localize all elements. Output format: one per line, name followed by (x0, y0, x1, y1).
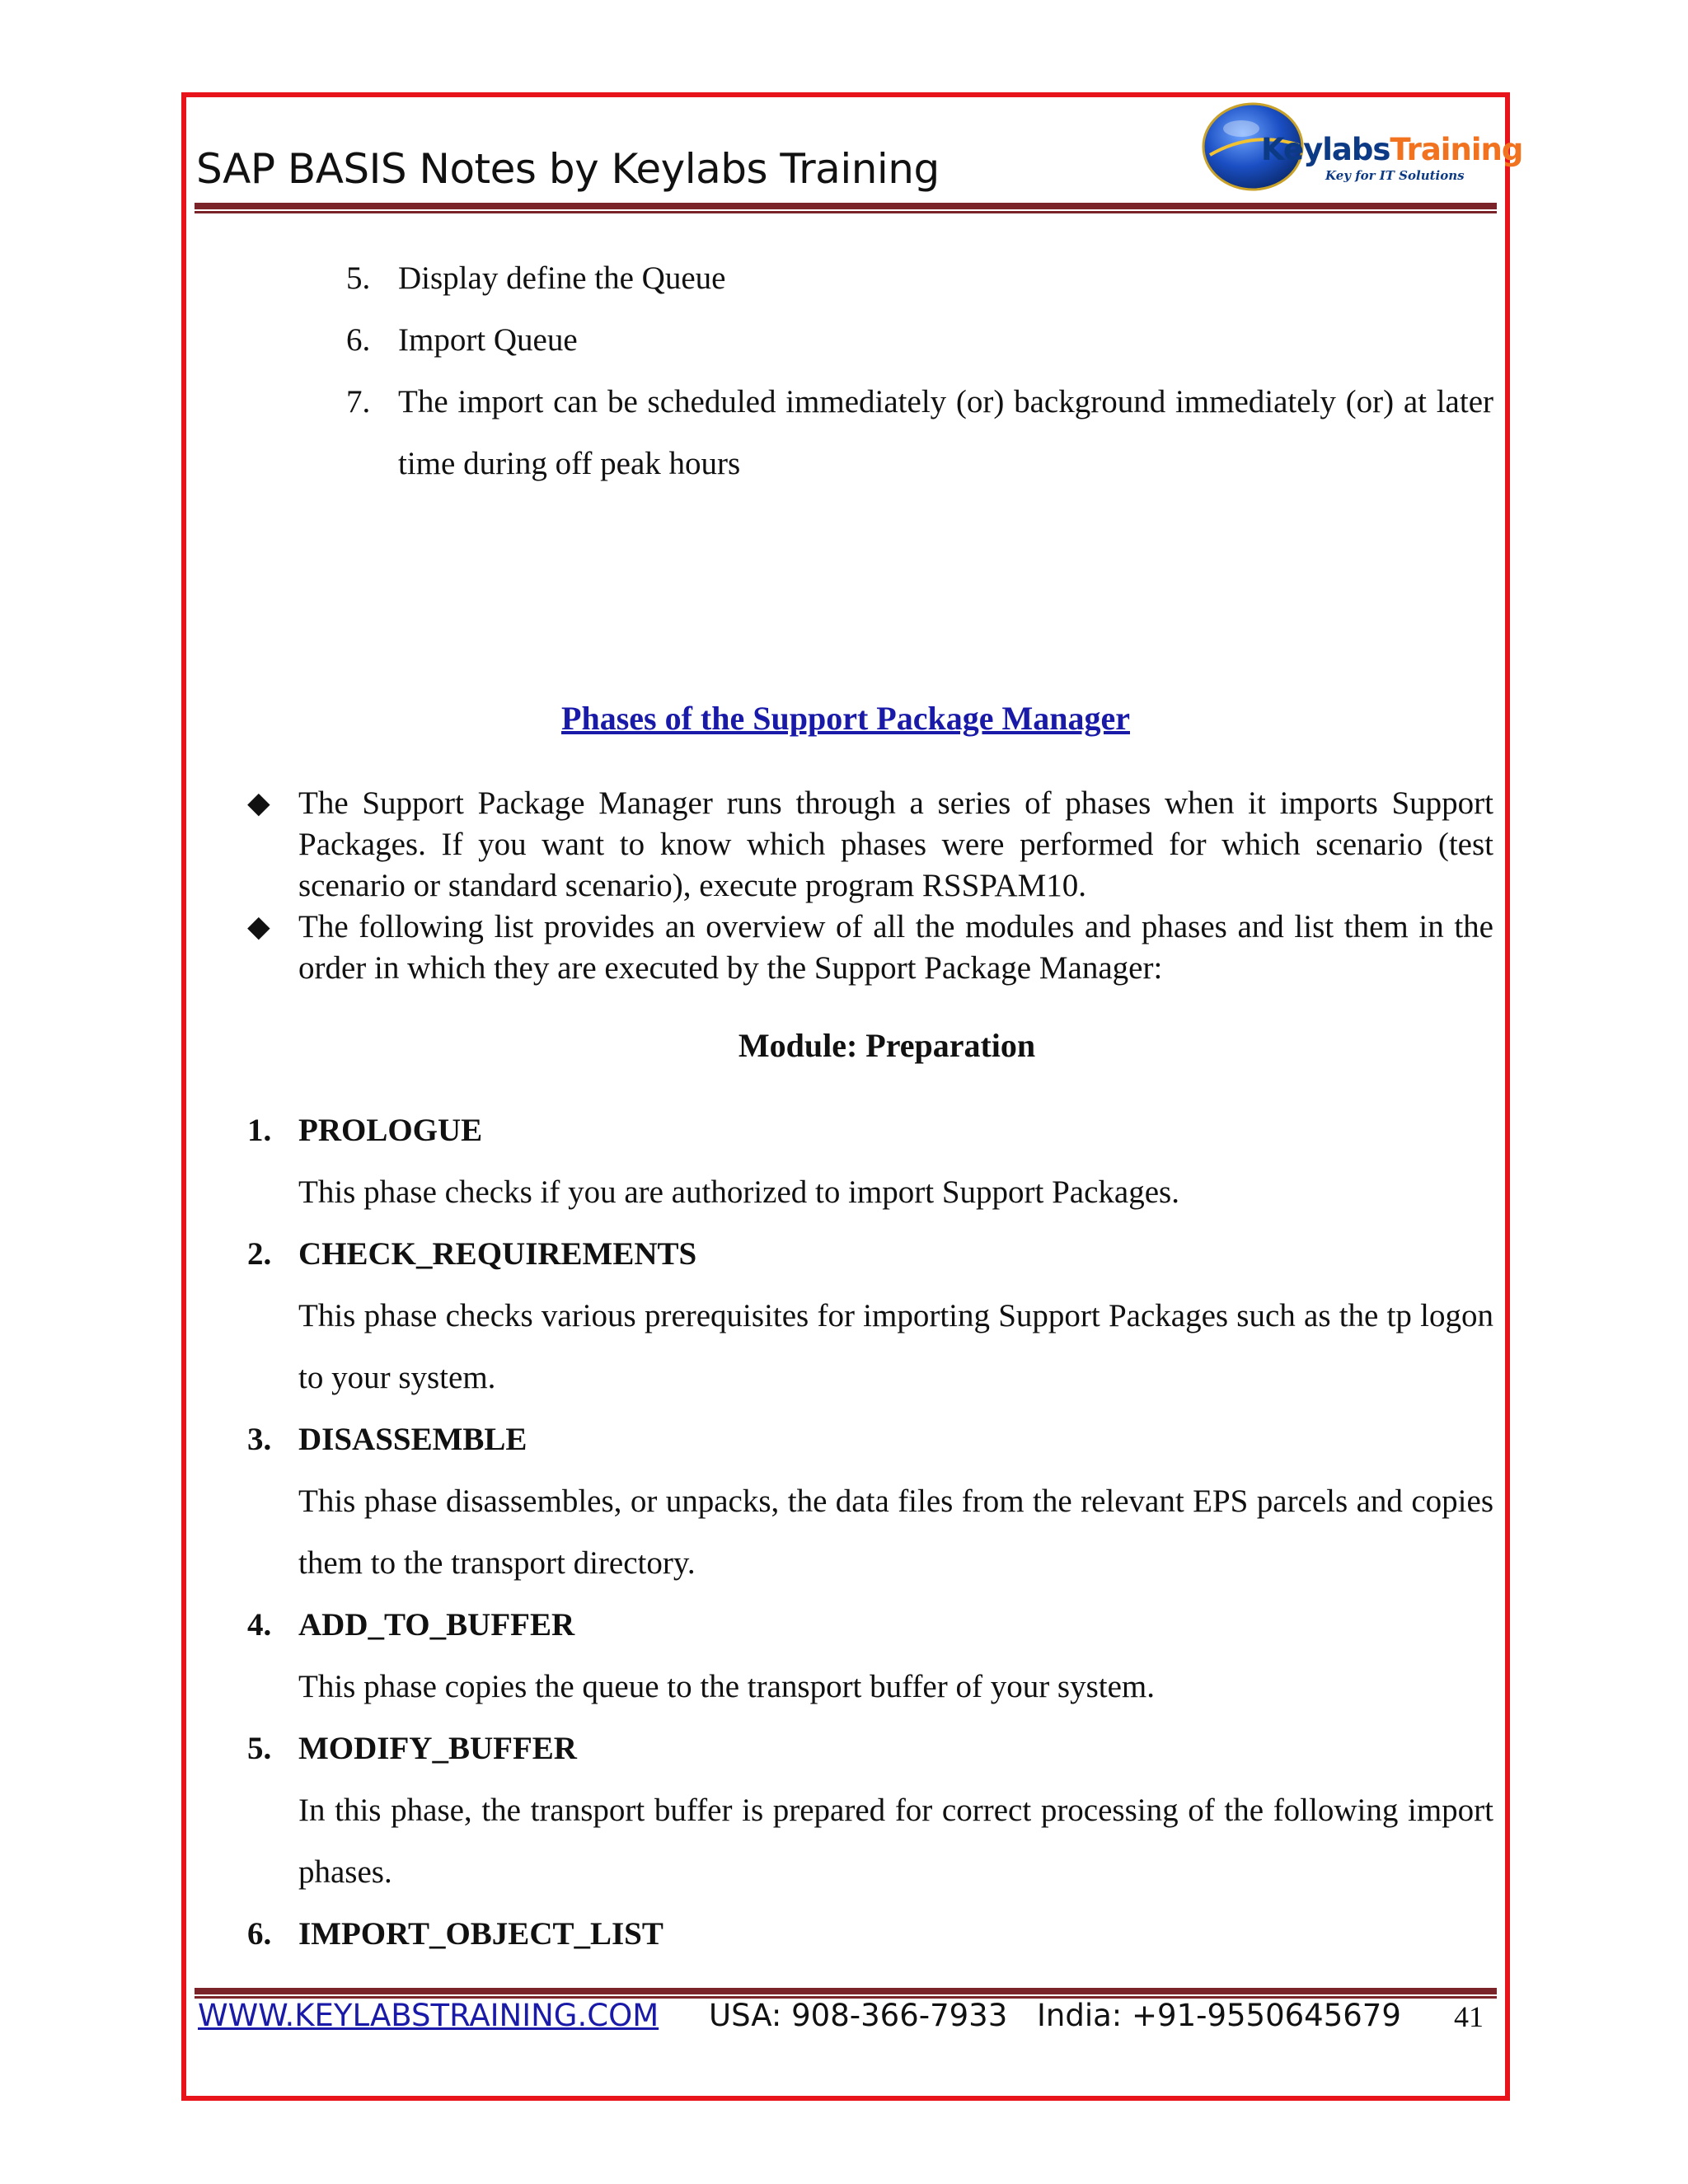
phase-name: DISASSEMBLE (298, 1422, 528, 1457)
page-number: 41 (1454, 2000, 1484, 2033)
logo-tagline: Key for IT Solutions (1325, 168, 1465, 183)
logo-brand-training: Training (1390, 132, 1523, 167)
phase-item (247, 1594, 1493, 1718)
phase-item (247, 1903, 1493, 1965)
list-item-text: The import can be scheduled immediately (or) background immediately (or) at later time during off peak hours (398, 384, 1493, 481)
list-item-number: 6. (346, 322, 371, 358)
list-item (346, 371, 1493, 494)
phase-item (247, 1718, 1493, 1903)
bullet-text: The following list provides an overview of all the modules and phases and list them in the order in which they are executed by the Support Package Manager: (298, 909, 1493, 986)
footer (198, 1998, 1497, 2044)
website-link[interactable]: WWW.KEYLABSTRAINING.COM (198, 1998, 659, 2033)
phase-number: 6. (247, 1916, 272, 1952)
diamond-bullet-icon: ◆ (247, 910, 270, 944)
phase-description: This phase checks if you are authorized to import Support Packages. (298, 1174, 1179, 1210)
logo-brand-keylabs: Keylabs (1261, 132, 1390, 167)
phase-name: ADD_TO_BUFFER (298, 1607, 575, 1643)
list-item-text: Import Queue (398, 322, 578, 358)
phase-item (247, 1223, 1493, 1408)
phase-name: PROLOGUE (298, 1113, 483, 1148)
phase-description: This phase checks various prerequisites for importing Support Packages such as the tp logon to your system. (298, 1298, 1493, 1395)
phase-number: 4. (247, 1607, 272, 1643)
phase-number: 1. (247, 1113, 272, 1148)
bullet-text: The Support Package Manager runs through a series of phases when it imports Support Packages. If you want to know which phases were performed for which scenario (test scenario or standard scenario), execute program RSSPAM10. (298, 785, 1493, 903)
keylabs-logo (1193, 97, 1523, 196)
phase-name: MODIFY_BUFFER (298, 1731, 577, 1766)
phase-number: 5. (247, 1731, 272, 1766)
list-item-number: 5. (346, 260, 371, 296)
module-title: Module: Preparation (738, 1027, 1036, 1064)
section-title: Phases of the Support Package Manager (561, 700, 1130, 737)
phase-description: This phase copies the queue to the transport buffer of your system. (298, 1669, 1156, 1704)
bullet-item (247, 907, 1493, 989)
header-title: SAP BASIS Notes by Keylabs Training (196, 145, 940, 193)
india-phone: India: +91-9550645679 (1037, 1998, 1401, 2033)
phase-number: 3. (247, 1422, 272, 1457)
phase-number: 2. (247, 1236, 272, 1272)
header-rule (195, 203, 1497, 213)
phase-description: In this phase, the transport buffer is prepared for correct processing of the following import phases. (298, 1793, 1493, 1890)
list-item (346, 309, 1493, 371)
list-item (346, 247, 1493, 309)
phase-item (247, 1408, 1493, 1594)
diamond-bullet-icon: ◆ (247, 786, 270, 820)
phase-description: This phase disassembles, or unpacks, the data files from the relevant EPS parcels and copies them to the transport directory. (298, 1483, 1493, 1581)
bullet-item (247, 783, 1493, 907)
phase-name: IMPORT_OBJECT_LIST (298, 1916, 663, 1952)
phase-name: CHECK_REQUIREMENTS (298, 1236, 697, 1272)
list-item-number: 7. (346, 384, 371, 419)
usa-phone: USA: 908-366-7933 (709, 1998, 1008, 2033)
phase-item (247, 1099, 1493, 1223)
list-item-text: Display define the Queue (398, 260, 726, 296)
